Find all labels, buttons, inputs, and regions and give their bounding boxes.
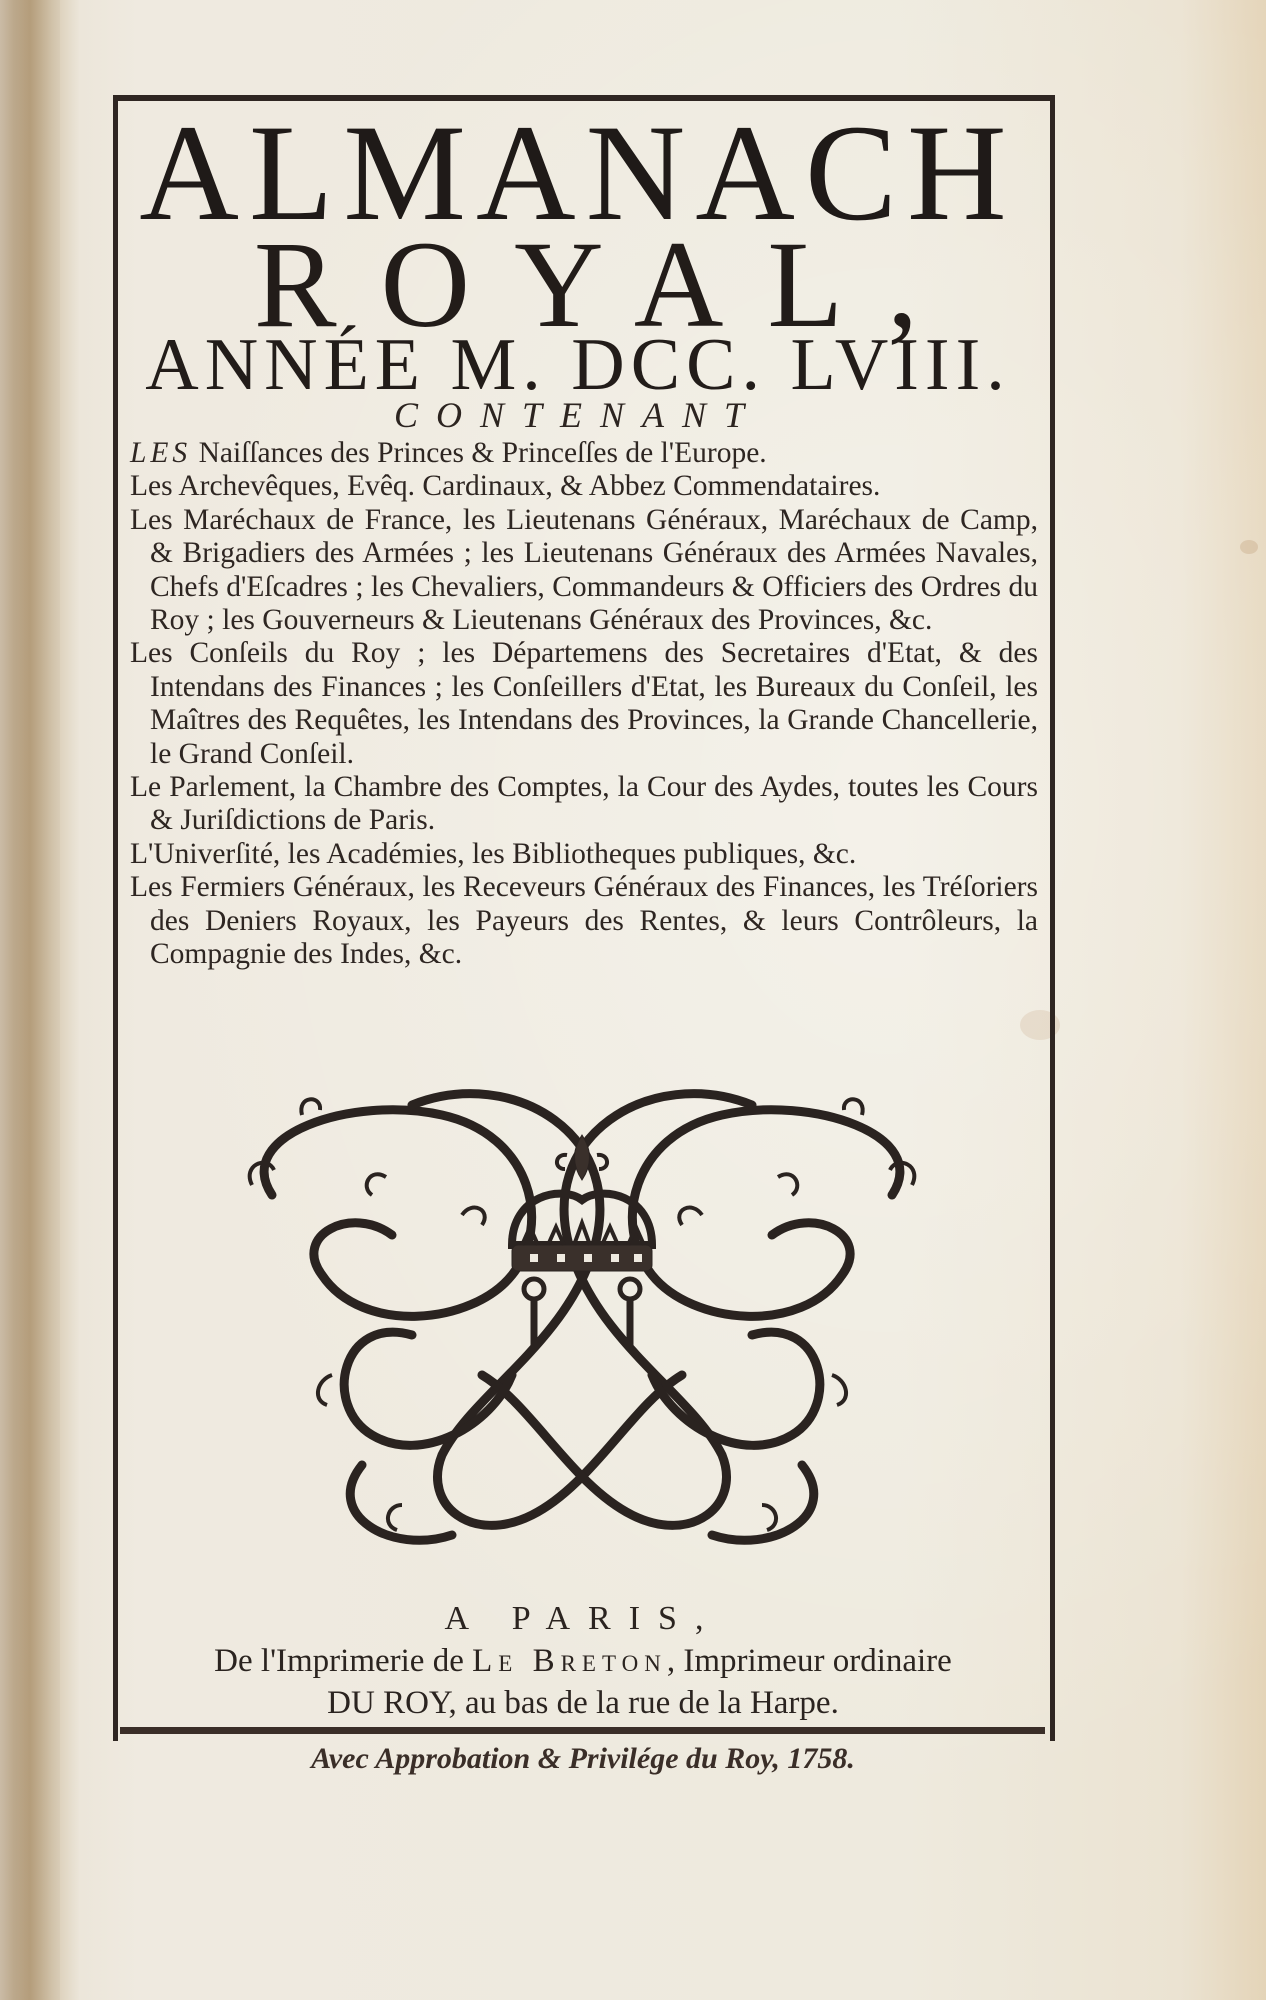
book-spine-shadow xyxy=(0,0,60,2000)
entry-text: Les Maréchaux de France, les Lieutenans Généraux, Maréchaux de Camp, & Brigadiers des Armées ; les Lieutenans Généraux des Armées Navales, Chefs d'Eſcadres ; les Chevaliers, Commandeurs & Officiers des Ordres du Roy ; les Gouverneurs & Lieutenans Généraux des Provinces, &c. xyxy=(130,503,1038,637)
entry-lead: LES xyxy=(130,437,192,469)
contents-entry xyxy=(130,637,1038,771)
imprint-block xyxy=(118,1598,1048,1724)
contents-list xyxy=(130,437,1038,972)
imprint-text: , Imprimeur ordinaire xyxy=(666,1643,952,1679)
imprint-text: De l'Imprimerie de xyxy=(214,1643,473,1679)
foxing-spot xyxy=(1240,540,1258,554)
entry-text: Les Archevêques, Evêq. Cardinaux, & Abbez Commendataires. xyxy=(130,470,881,503)
title-royal: ROYAL, xyxy=(253,216,963,353)
contenant-heading: CONTENANT xyxy=(393,395,763,435)
title-year: ANNÉE M. DCC. LVIII. xyxy=(145,324,1011,406)
contents-entry xyxy=(130,871,1038,971)
contents-entry xyxy=(130,470,1038,503)
imprint-printer-line xyxy=(118,1640,1048,1682)
entry-text: Les Fermiers Généraux, les Receveurs Généraux des Finances, les Tréſoriers des Deniers Royaux, les Payeurs des Rentes, & leurs Contrôleurs, la Compagnie des Indes, &c. xyxy=(130,871,1038,971)
entry-text: Naiſſances des Princes & Princeſſes de l'Europe. xyxy=(191,437,767,469)
contents-entry xyxy=(130,437,1038,470)
contents-entry xyxy=(130,838,1038,871)
contents-entry xyxy=(130,771,1038,838)
entry-text: L'Univerſité, les Académies, les Bibliotheques publiques, &c. xyxy=(130,837,857,870)
imprint-city: A PARIS, xyxy=(444,1600,722,1637)
printer-name: Le Breton xyxy=(472,1643,667,1679)
crown-monogram-ornament-icon xyxy=(212,1075,952,1575)
entry-text: Le Parlement, la Chambre des Comptes, la Cour des Aydes, toutes les Cours & Juriſdictions de Paris. xyxy=(130,771,1038,837)
contents-entry xyxy=(130,504,1038,638)
entry-text: Les Conſeils du Roy ; les Départemens des Secretaires d'Etat, & des Intendans des Finances ; les Conſeillers d'Etat, les Bureaux du Conſeil, les Maîtres des Requêtes, les Intendans des Provinces, la Grande Chancellerie, le Grand Conſeil. xyxy=(130,637,1038,770)
privilege-line: Avec Approbation & Privilége du Roy, 1758. xyxy=(311,1742,855,1775)
frame-bottom-rule xyxy=(120,1727,1045,1734)
imprint-address-line: DU ROY, au bas de la rue de la Harpe. xyxy=(327,1685,839,1721)
title-almanach: ALMANACH xyxy=(139,96,1017,249)
crown xyxy=(512,1135,652,1349)
